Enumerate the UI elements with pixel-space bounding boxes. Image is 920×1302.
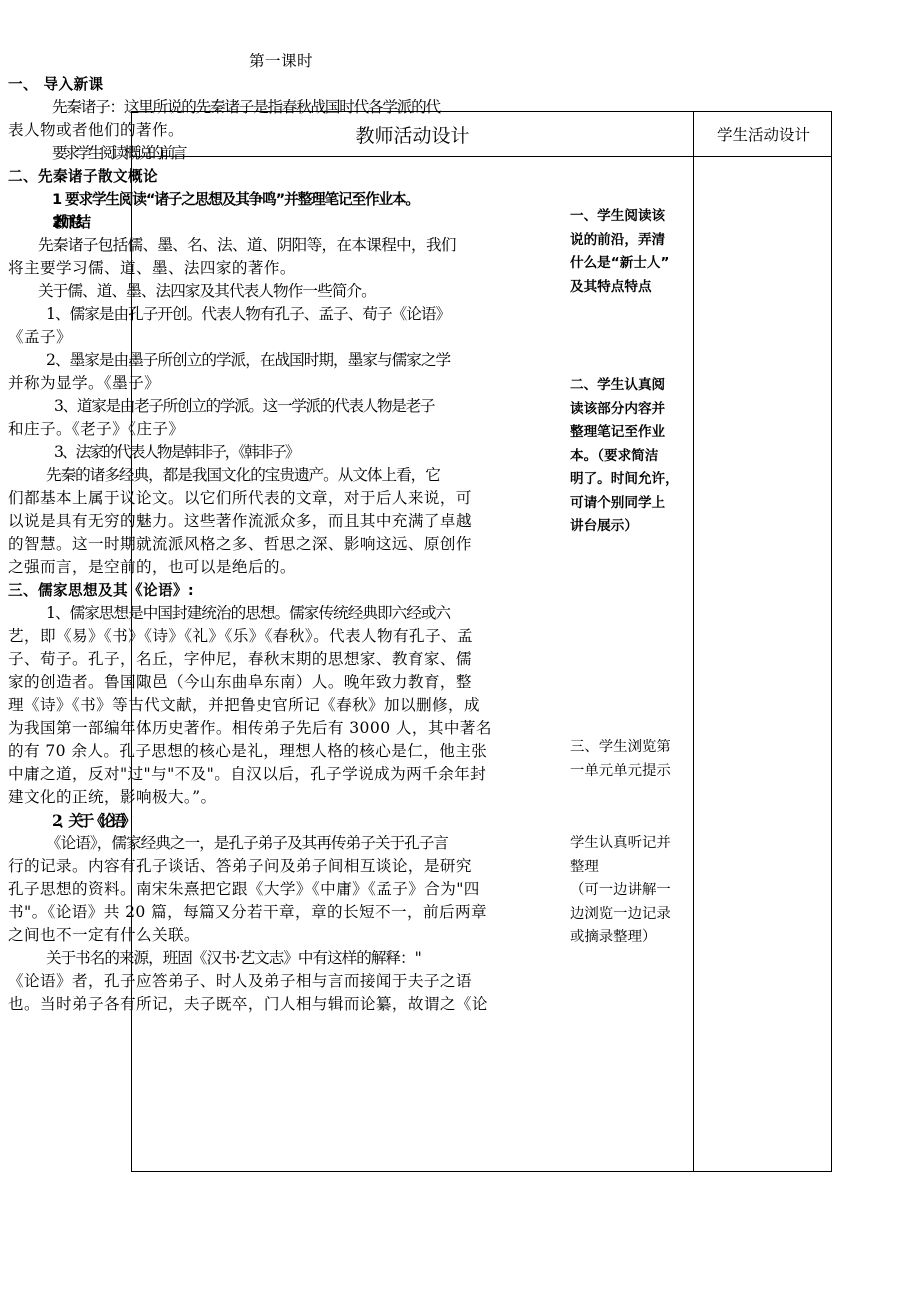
student-text-line: 讲台展示） <box>570 518 638 534</box>
student-text-line: 一单元单元提示 <box>570 762 671 779</box>
teacher-text-line: 一、 导入新课 <box>8 76 104 93</box>
teacher-text-line: 之间也不一定有什么关联。 <box>8 926 200 944</box>
teacher-text-line: 书"。《论语》共 20 篇，每篇又分若干章，章的长短不一，前后两章 <box>8 903 487 921</box>
teacher-text-line: 的智慧。这一时期就流派风格之多、哲思之深、影响这远、原创作 <box>8 535 472 553</box>
teacher-text-line: 将主要学习儒、道、墨、法四家的著作。 <box>8 259 296 277</box>
teacher-text-line: 二、先秦诸子散文概论 <box>8 168 158 185</box>
teacher-text-line: 孔子思想的资料。南宋朱熹把它跟《大学》《中庸》《孟子》合为"四 <box>8 880 480 898</box>
student-activity-block <box>570 205 695 299</box>
teacher-column-header: 教师活动设计 <box>355 124 470 147</box>
teacher-text-line: 和庄子。《老子》《庄子》 <box>8 420 185 438</box>
teacher-text-line: 之强而言，是空前的，也可以是绝后的。 <box>8 558 296 576</box>
teacher-text-line: 《孟子》 <box>8 328 72 346</box>
teacher-text-line: 的有 70 余人。孔子思想的核心是礼，理想人格的核心是仁，他主张 <box>8 742 488 760</box>
teacher-text-line: 1 要求学生阅读“诸子之思想及其争鸣”并整理笔记至作业本。 <box>52 191 419 208</box>
student-text-line: 读该部分内容并 <box>570 400 666 417</box>
student-activity-block <box>570 374 695 539</box>
teacher-text-line: 为我国第一部编年体历史著作。相传弟子先后有 3000 人，其中著名 <box>8 719 492 737</box>
teacher-activity-content <box>8 50 554 1016</box>
student-text-line: 什么是“新士人” <box>570 255 670 271</box>
teacher-text-line: 先秦的诸多经典，都是我国文化的宝贵遗产。从文体上看，它 <box>46 466 440 484</box>
student-text-line: 说的前沿，弄清 <box>570 231 666 248</box>
student-text-line: 学生认真听记并 <box>570 835 671 851</box>
teacher-text-line: 《论语》，儒家经典之一，是孔子弟子及其再传弟子关于孔子言 <box>46 834 449 852</box>
teacher-text-line: 行的记录。内容有孔子谈话、答弟子问及弟子间相互谈论，是研究 <box>8 857 472 875</box>
teacher-text-line: 先秦诸子包括儒、墨、名、法、道、阴阳等，在本课程中，我们 <box>38 236 456 254</box>
student-text-line: 可请个别同学上 <box>570 494 666 511</box>
student-text-line: 或摘录整理） <box>570 929 657 945</box>
teacher-text-line: 并称为显学。《墨子》 <box>8 374 161 392</box>
student-text-line: 及其特点特点 <box>570 278 652 295</box>
teacher-text-line: 艺，即《易》《书》《诗》《礼》《乐》《春秋》。代表人物有孔子、孟 <box>8 627 474 645</box>
teacher-text-line: 2、墨家是由墨子所创立的学派，在战国时期，墨家与儒家之学 <box>46 351 451 369</box>
student-text-line: （可一边讲解一 <box>570 882 671 898</box>
student-text-line: 整理 <box>570 858 599 875</box>
student-column-header: 学生活动设计 <box>716 126 810 144</box>
student-text-line: 一、学生阅读该 <box>570 208 666 224</box>
teacher-text-line: 要求学生阅读概说的前言 <box>52 144 184 162</box>
student-text-line: 整理笔记至作业 <box>570 424 666 440</box>
teacher-text-line: 1、儒家思想是中国封建统治的思想。儒家传统经典即六经或六 <box>46 604 451 622</box>
teacher-text-line: 3、道家是由老子所创立的学派。这一学派的代表人物是老子 <box>54 397 435 415</box>
teacher-text-line: 2、关于《论语》 <box>52 811 132 830</box>
teacher-text-line: 以说是具有无穷的魅力。这些著作流派众多，而且其中充满了卓越 <box>8 512 472 530</box>
student-text-line: 二、学生认真阅 <box>570 377 666 393</box>
student-text-line: 三、学生浏览第 <box>570 739 671 755</box>
student-text-line: 明了。时间允许， <box>570 471 679 487</box>
teacher-text-line: 理《诗》《书》等古代文献，并把鲁史官所记《春秋》加以删修，成 <box>8 696 481 714</box>
teacher-text-line: 家的创造者。鲁国陬邑（今山东曲阜东南）人。晚年致力教育，整 <box>8 673 472 691</box>
student-text-line: 边浏览一边记录 <box>570 905 671 922</box>
teacher-text-line: 三、儒家思想及其《论语》: <box>8 582 195 599</box>
teacher-text-line: 建文化的正统，影响极大。”。 <box>8 788 217 806</box>
teacher-text-line: 们都基本上属于议论文。以它们所代表的文章，对于后人来说，可 <box>8 489 472 507</box>
student-text-line: 本。（要求简洁 <box>570 447 659 464</box>
teacher-text-line: 关于儒、道、墨、法四家及其代表人物作一些简介。 <box>38 282 376 300</box>
teacher-text-line: 中庸之道，反对"过"与"不及"。自汉以后，孔子学说成为两千余年封 <box>8 765 487 783</box>
teacher-text-line: 关于书名的来源，班固《汉书·艺文志》中有这样的解释：" <box>46 949 421 967</box>
teacher-text-line: 3、法家的代表人物是韩非子，《韩非子》 <box>54 443 299 461</box>
teacher-text-line: 也。当时弟子各有所记，夫子既卒，门人相与辑而论纂，故谓之《论 <box>8 995 488 1013</box>
teacher-text-line: 子、荀子。孔子，名丘，字仲尼，春秋末期的思想家、教育家、儒 <box>8 650 472 668</box>
student-activity-block <box>570 832 695 950</box>
student-activity-block <box>570 736 695 783</box>
teacher-text-line: 1、儒家是由孔子开创。代表人物有孔子、孟子、荀子《论语》 <box>46 305 451 323</box>
teacher-text-line: 表人物或者他们的著作。 <box>8 121 184 139</box>
teacher-text-line: 2 教师总结 <box>52 214 85 231</box>
teacher-text-line: 《论语》者，孔子应答弟子、时人及弟子相与言而接闻于夫子之语 <box>8 972 472 990</box>
teacher-text-line: 先秦诸子：这里所说的先秦诸子是指春秋战国时代各学派的代 <box>52 98 440 116</box>
teacher-text-line: 第一课时 <box>249 52 313 70</box>
